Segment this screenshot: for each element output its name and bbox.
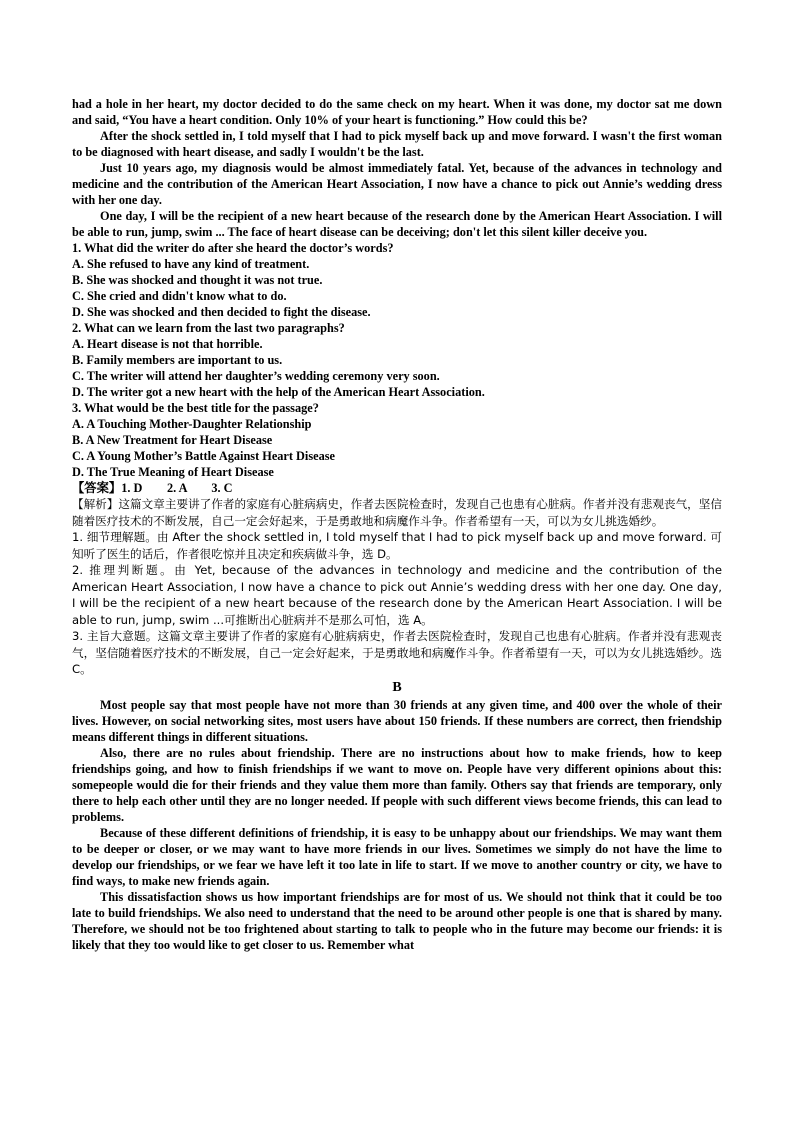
question-option: C. The writer will attend her daughter’s wedding ceremony very soon. [72, 369, 440, 383]
section-heading-b: B [392, 679, 402, 695]
question-option: B. She was shocked and thought it was not true. [72, 273, 323, 287]
question-stem: 1. What did the writer do after she heard the doctor’s words? [72, 241, 394, 255]
document-page [72, 96, 722, 953]
passage-a-paragraph-4: One day, I will be the recipient of a new heart because of the research done by the American Heart Association. I will be able to run, jump, swim ... The face of heart disease can be deceiving; don't let this silent killer deceive you. [72, 209, 722, 239]
passage-b-paragraph-2: Also, there are no rules about friendship. There are no instructions about how to make friends, how to keep friendships going, and how to finish friendships if we want to move on. People have very different opinions about this: somepeople would die for their friends and they value them more than family. Others say that friends are temporary, only there to help each other until they are no longer needed. If people with such different views become friends, this can lead to problems. [72, 745, 722, 824]
question-3 [72, 400, 722, 480]
passage-b-paragraph-1: Most people say that most people have not more than 30 friends at any given time, and 400 over the whole of their lives. However, on social networking sites, most users have about 150 friends. If these numbers are correct, then friendship means different things in different situations. [72, 697, 722, 744]
question-option: D. The writer got a new heart with the help of the American Heart Association. [72, 385, 485, 399]
passage-a-paragraph-1: had a hole in her heart, my doctor decided to do the same check on my heart. When it was done, my doctor sat me down and said, “You have a heart condition. Only 10% of your heart is functioning.” How could this be? [72, 97, 722, 127]
question-stem: 3. What would be the best title for the passage? [72, 401, 319, 415]
passage-a-paragraph-3: Just 10 years ago, my diagnosis would be almost immediately fatal. Yet, because of the advances in technology and medicine and the contribution of the American Heart Association, I now have a chance to pick out Annie’s wedding dress with her one day. [72, 161, 722, 207]
question-option: B. A New Treatment for Heart Disease [72, 433, 273, 447]
passage-b-paragraph-3: Because of these different definitions of friendship, it is easy to be unhappy about our friendships. We may want them to be deeper or closer, or we may want to have more friends in our lives. Sometimes we simply do not have the lime to develop our friendships, or we fear we have left it too late in life to start. If we move to another country or city, we have to find ways, to make new friends again. [72, 825, 722, 888]
analysis-intro: 【解析】这篇文章主要讲了作者的家庭有心脏病病史，作者去医院检查时，发现自己也患有心脏病。作者并没有悲观丧气，坚信随着医疗技术的不断发展，自己一定会好起来，于是勇敢地和病魔作斗争。作者希望有一天，可以为女儿挑选婚纱。 [72, 497, 722, 528]
passage-a-paragraph-2: After the shock settled in, I told myself that I had to pick myself back up and move forward. I wasn't the first woman to be diagnosed with heart disease, and sadly I wouldn't be the last. [72, 129, 722, 159]
question-option: A. Heart disease is not that horrible. [72, 337, 263, 351]
analysis-item-1: 1. 细节理解题。由 After the shock settled in, I told myself that I had to pick myself back up and move forward. 可知听了医生的话后，作者很吃惊并且决定和疾病做斗争，选 D。 [72, 530, 722, 561]
answer-key: 【答案】1. D 2. A 3. C [72, 481, 233, 495]
analysis-item-2: 2. 推理判断题。由 Yet, because of the advances in technology and medicine and the contribution of the American Heart Association, I now have a chance to pick out Annie’s wedding dress with her one day. One day, I will be the recipient of a new heart because of the research done by the American Heart Association. I will be able to run, jump, swim ...可推断出心脏病并不是那么可怕，选 A。 [72, 563, 722, 627]
question-option: A. She refused to have any kind of treatment. [72, 257, 310, 271]
question-2 [72, 320, 722, 400]
question-option: C. A Young Mother’s Battle Against Heart Disease [72, 449, 335, 463]
question-option: B. Family members are important to us. [72, 353, 283, 367]
passage-b-paragraph-4: This dissatisfaction shows us how important friendships are for most of us. We should not think that it could be too late to build friendships. We also need to understand that the need to be around other people is one that is shared by many. Therefore, we should not be too frightened about starting to talk to people who in the future may become our friends: it is likely that they too would like to get closer to us. Remember what [72, 889, 722, 952]
question-option: C. She cried and didn't know what to do. [72, 289, 287, 303]
question-stem: 2. What can we learn from the last two paragraphs? [72, 321, 345, 335]
question-option: A. A Touching Mother-Daughter Relationship [72, 417, 312, 431]
question-option: D. She was shocked and then decided to fight the disease. [72, 305, 371, 319]
analysis-item-3: 3. 主旨大意题。这篇文章主要讲了作者的家庭有心脏病病史，作者去医院检查时，发现自己也患有心脏病。作者并没有悲观丧气，坚信随着医疗技术的不断发展，自己一定会好起来，于是勇敢地和病魔作斗争。作者希望有一天，可以为女儿挑选婚纱。选 C。 [72, 629, 722, 676]
question-option: D. The True Meaning of Heart Disease [72, 465, 274, 479]
question-1 [72, 240, 722, 320]
